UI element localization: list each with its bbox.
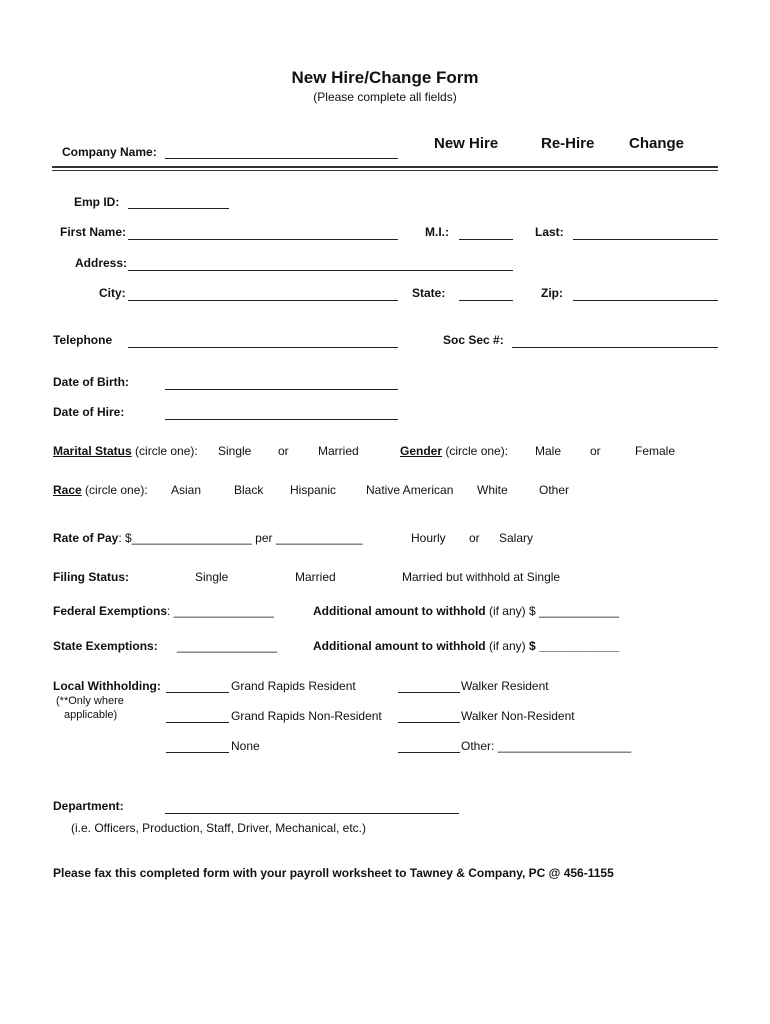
form-subtitle: (Please complete all fields) (313, 90, 457, 104)
gr-resident-field[interactable] (166, 692, 229, 693)
doh-label: Date of Hire: (53, 405, 125, 419)
race-row (53, 483, 148, 497)
state-additional-field[interactable]: $ ____________ (525, 639, 620, 653)
walker-resident-field[interactable] (398, 692, 460, 693)
federal-exemptions-field[interactable]: : _______________ (167, 604, 274, 618)
dob-field[interactable] (165, 389, 398, 390)
gender-hint: (circle one): (445, 444, 509, 458)
federal-additional-label: Additional amount to withhold (313, 604, 486, 618)
address-field[interactable] (128, 270, 513, 271)
mi-field[interactable] (459, 239, 513, 240)
header-divider-bottom (52, 170, 718, 171)
gr-nonresident-field[interactable] (166, 722, 229, 723)
marital-status-row (53, 444, 198, 458)
gender-male-option[interactable]: Male (535, 444, 562, 458)
telephone-label: Telephone (53, 333, 113, 347)
local-note-line1: (**Only where (56, 695, 124, 707)
marital-or: or (278, 444, 289, 458)
state-additional-row (313, 639, 619, 653)
mi-label: M.I.: (425, 225, 449, 239)
federal-exemptions-label: Federal Exemptions (53, 604, 168, 618)
marital-single-option[interactable]: Single (218, 444, 252, 458)
first-name-field[interactable] (128, 239, 398, 240)
state-additional-hint: (if any) (485, 639, 526, 653)
race-option-native-american[interactable]: Native American (366, 483, 454, 497)
walker-nonresident-option: Walker Non-Resident (461, 709, 575, 723)
gr-resident-option: Grand Rapids Resident (231, 679, 356, 693)
local-withholding-label: Local Withholding: (53, 679, 161, 693)
federal-additional-field[interactable]: $ ____________ (525, 604, 620, 618)
doh-field[interactable] (165, 419, 398, 420)
filing-married-option[interactable]: Married (295, 570, 336, 584)
rate-of-pay-field[interactable]: : $__________________ per _____________ (118, 531, 363, 545)
race-option-white[interactable]: White (477, 483, 508, 497)
marital-status-hint: (circle one): (135, 444, 198, 458)
marital-married-option[interactable]: Married (318, 444, 359, 458)
other-field[interactable] (398, 752, 460, 753)
last-name-label: Last: (535, 225, 564, 239)
dob-label: Date of Birth: (53, 375, 129, 389)
federal-additional-row (313, 604, 619, 618)
department-label: Department: (53, 799, 124, 813)
first-name-label: First Name: (60, 225, 127, 239)
walker-resident-option: Walker Resident (461, 679, 549, 693)
gender-or: or (590, 444, 601, 458)
race-option-asian[interactable]: Asian (171, 483, 202, 497)
option-change[interactable]: Change (629, 135, 685, 152)
federal-additional-hint: (if any) (485, 604, 526, 618)
local-note-line2: applicable) (64, 709, 118, 721)
state-label: State: (412, 286, 446, 300)
rate-of-pay-label: Rate of Pay (53, 531, 119, 545)
gender-row (400, 444, 508, 458)
federal-exemptions-row (53, 604, 274, 618)
state-field[interactable] (459, 300, 513, 301)
department-field[interactable] (165, 813, 459, 814)
header-divider-top (52, 166, 718, 168)
rate-of-pay-row (53, 531, 363, 545)
state-exemptions-field[interactable]: _______________ (177, 639, 278, 653)
gender-female-option[interactable]: Female (635, 444, 676, 458)
gr-nonresident-option: Grand Rapids Non-Resident (231, 709, 382, 723)
city-label: City: (99, 286, 126, 300)
race-option-hispanic[interactable]: Hispanic (290, 483, 337, 497)
gender-label: Gender (400, 444, 443, 458)
walker-nonresident-field[interactable] (398, 722, 460, 723)
other-option[interactable]: Other: ____________________ (461, 739, 632, 753)
form-title: New Hire/Change Form (291, 68, 479, 87)
soc-sec-label: Soc Sec #: (443, 333, 504, 347)
state-additional-label: Additional amount to withhold (313, 639, 486, 653)
state-exemptions-label: State Exemptions: (53, 639, 158, 653)
emp-id-label: Emp ID: (74, 195, 120, 209)
department-hint: (i.e. Officers, Production, Staff, Driver, Mechanical, etc.) (71, 821, 367, 835)
fax-instructions: Please fax this completed form with your payroll worksheet to Tawney & Company, PC @ 456-1155 (53, 866, 614, 880)
pay-or: or (469, 531, 480, 545)
option-new-hire[interactable]: New Hire (434, 135, 499, 152)
soc-sec-field[interactable] (512, 347, 718, 348)
none-field[interactable] (166, 752, 229, 753)
company-name-field[interactable] (165, 158, 398, 159)
race-label: Race (53, 483, 82, 497)
race-hint: (circle one): (85, 483, 148, 497)
emp-id-field[interactable] (128, 208, 229, 209)
filing-status-label: Filing Status: (53, 570, 129, 584)
none-option: None (231, 739, 260, 753)
filing-single-option[interactable]: Single (195, 570, 229, 584)
address-label: Address: (75, 256, 128, 270)
zip-label: Zip: (541, 286, 563, 300)
zip-field[interactable] (573, 300, 718, 301)
city-field[interactable] (128, 300, 398, 301)
race-option-other[interactable]: Other (539, 483, 570, 497)
telephone-field[interactable] (128, 347, 398, 348)
filing-married-withhold-single-option[interactable]: Married but withhold at Single (402, 570, 561, 584)
pay-hourly-option[interactable]: Hourly (411, 531, 446, 545)
option-re-hire[interactable]: Re-Hire (541, 135, 595, 152)
race-option-black[interactable]: Black (234, 483, 264, 497)
pay-salary-option[interactable]: Salary (499, 531, 534, 545)
company-name-label: Company Name: (62, 145, 157, 159)
last-name-field[interactable] (573, 239, 718, 240)
marital-status-label: Marital Status (53, 444, 132, 458)
